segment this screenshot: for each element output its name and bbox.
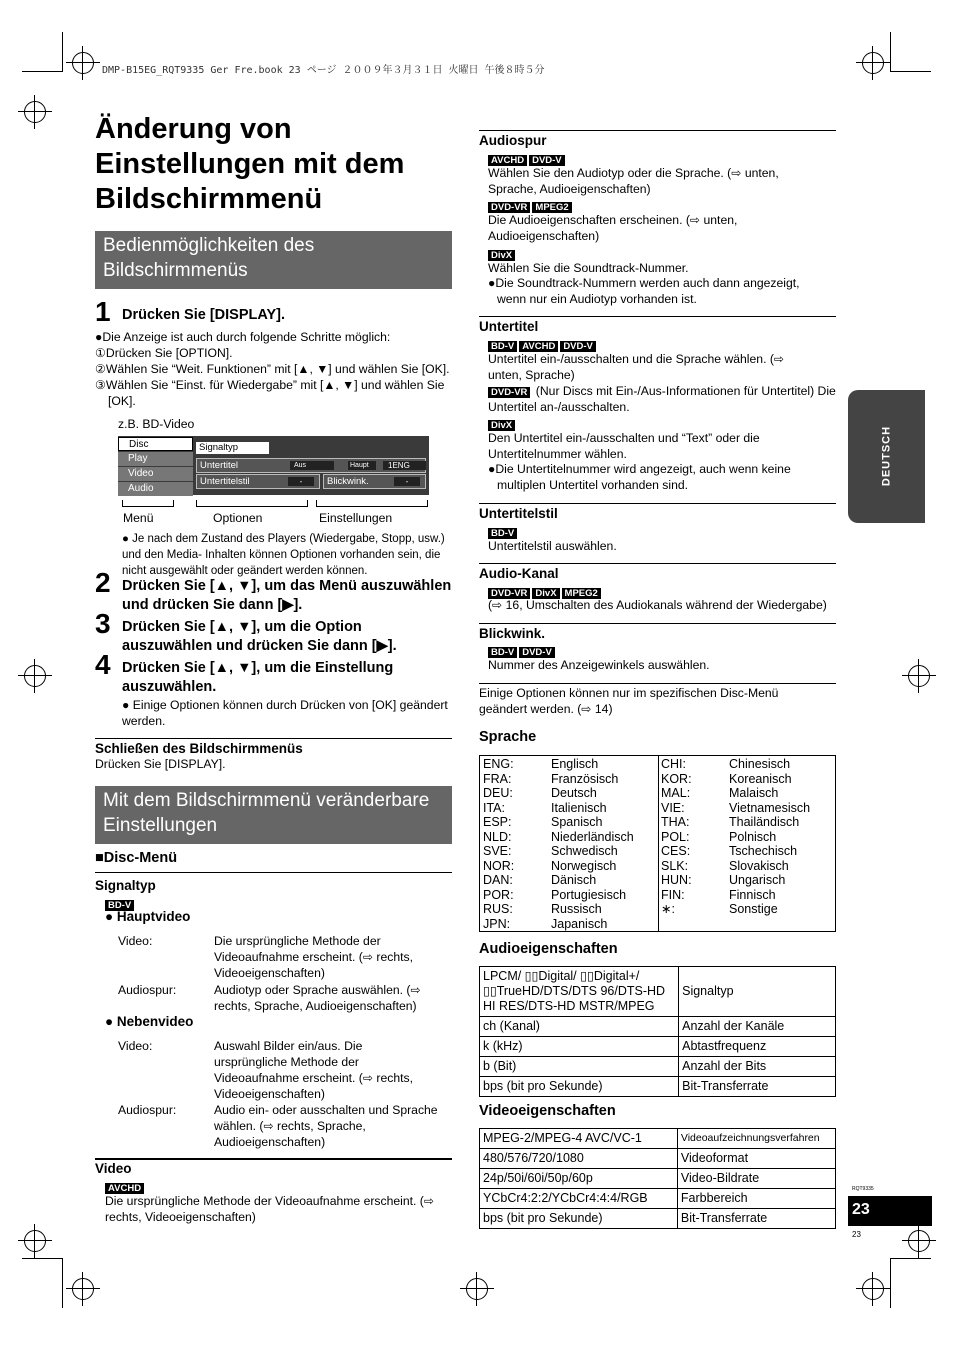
step-text: Drücken Sie [▲, ▼], um das Menü auszuwählen und drücken Sie dann [▶].: [122, 578, 452, 613]
language-row: [483, 801, 653, 816]
untertitel-text: DVD-VR (Nur Discs mit Ein-/Aus-Informationen für Untertitel) Die Untertitel an-/ausschalten.: [488, 384, 836, 414]
language-name: Polnisch: [729, 829, 777, 844]
note-step: ③Wählen Sie “Einst. für Wiedergabe” mit [▲, ▼] und wählen Sie [OK].: [95, 378, 445, 408]
hv-audio-value: Audiotyp oder Sprache auswählen. (⇨ rechts, Sprache, Audioeigenschaften): [214, 983, 421, 1013]
table-row: [480, 1129, 836, 1149]
crop-mark: [891, 71, 931, 72]
audiokanal-heading: Audio-Kanal: [479, 566, 559, 581]
table-row: [480, 1037, 836, 1057]
audiospur-note: ●Die Soundtrack-Nummern werden auch dann angezeigt, wenn nur ein Audiotyp vorhanden ist.: [488, 276, 800, 306]
audioeig-heading: Audioeigenschaften: [479, 941, 618, 957]
crop-mark: [22, 1258, 62, 1259]
language-name: Koreanisch: [729, 771, 792, 786]
registration-mark-icon: [24, 1230, 46, 1252]
language-row: [483, 859, 653, 874]
page-number: 23: [852, 1201, 870, 1218]
nv-video-key: Video:: [118, 1039, 153, 1053]
hv-audio-key: Audiospur:: [118, 983, 177, 997]
step-number: 3: [95, 608, 111, 639]
step-text: Drücken Sie [▲, ▼], um die Option auszuwählen und drücken Sie dann [▶].: [122, 619, 397, 654]
language-row: [483, 888, 653, 903]
option-value: -: [394, 477, 420, 486]
hauptvideo-heading: ● Hauptvideo: [105, 909, 191, 924]
video-properties-table: [479, 1128, 836, 1229]
table-row: [480, 1057, 836, 1077]
table-row: [480, 1149, 836, 1169]
close-menu-heading: Schließen des Bildschirmmenüs: [95, 741, 303, 756]
blickwink-heading: Blickwink.: [479, 626, 546, 641]
badge-row: DivX: [488, 245, 517, 263]
language-code: POR:: [483, 887, 514, 902]
option-row-label: Blickwink.: [327, 476, 369, 487]
language-name: Thailändisch: [729, 815, 800, 829]
audiospur-heading: Audiospur: [479, 133, 547, 148]
language-row: [483, 757, 653, 772]
menu-item-audio: Audio: [118, 482, 193, 496]
language-name: Niederländisch: [551, 829, 634, 844]
table-row: [480, 1017, 836, 1037]
audio-properties-table: [479, 966, 836, 1097]
table-cell: Abtastfrequenz: [679, 1037, 836, 1057]
option-row-label: Untertitel: [200, 460, 239, 471]
language-name: Spanisch: [551, 815, 603, 829]
file-info-header: DMP-B15EG_RQT9335 Ger Fre.book 23 ページ ２００９年３月３１日 火曜日 午後８時５分: [102, 65, 545, 76]
badge-row: AVCHD DVD-V: [488, 150, 567, 168]
step-text: Drücken Sie [DISPLAY].: [122, 307, 286, 323]
table-cell: LPCM/ ▯▯Digital/ ▯▯Digital+/ ▯▯TrueHD/DTS/DTS 96/DTS-HD HI RES/DTS-HD MSTR/MPEG: [480, 967, 679, 1017]
registration-mark-icon: [466, 1278, 488, 1300]
step-number: 2: [95, 567, 111, 598]
badge-row: BD-V DVD-V: [488, 642, 557, 660]
table-cell: Videoaufzeichnungsverfahren: [677, 1129, 835, 1149]
language-name: Norwegisch: [551, 858, 617, 873]
table-cell: k (kHz): [480, 1037, 679, 1057]
untertitel-note: ●Die Untertitelnummer wird angezeigt, auch wenn keine multiplen Untertitel vorhanden sind.: [488, 462, 791, 492]
language-code: THA:: [661, 815, 690, 829]
language-row: [483, 786, 653, 801]
language-code: POL:: [661, 829, 690, 844]
untertitelstil-text: Untertitelstil auswählen.: [488, 539, 617, 553]
language-name: Slovakisch: [729, 858, 789, 873]
audiospur-text: Wählen Sie die Soundtrack-Nummer.: [488, 261, 689, 275]
options-label: Optionen: [213, 511, 263, 525]
language-name: Französisch: [551, 771, 619, 786]
hv-video-key: Video:: [118, 934, 153, 948]
untertitel-text: Den Untertitel ein-/ausschalten und “Text” oder die Untertitelnummer wählen.: [488, 431, 760, 461]
crop-mark: [891, 1258, 931, 1259]
video-heading: Video: [95, 1161, 132, 1176]
crop-mark: [62, 32, 63, 72]
language-row: [483, 815, 653, 830]
language-row: [661, 873, 831, 888]
table-row: [480, 1169, 836, 1189]
language-row: [483, 844, 653, 859]
page-number-small: 23: [852, 1230, 861, 1239]
option-header: Signaltyp: [196, 442, 269, 454]
language-code: FIN:: [661, 887, 685, 902]
language-row: [661, 815, 831, 830]
table-cell: b (Bit): [480, 1057, 679, 1077]
badge-bd-v: BD-V: [105, 895, 136, 913]
side-tab-label: DEUTSCH: [880, 425, 893, 487]
language-code: ITA:: [483, 800, 505, 815]
menu-item-video: Video: [118, 467, 193, 481]
language-name: Dänisch: [551, 873, 597, 887]
language-code: JPN:: [483, 916, 511, 931]
table-cell: Anzahl der Kanäle: [679, 1017, 836, 1037]
language-code: NLD:: [483, 829, 512, 844]
nv-audio-key: Audiospur:: [118, 1103, 177, 1117]
table-cell: 24p/50i/60i/50p/60p: [480, 1169, 678, 1189]
note-step: ①Drücken Sie [OPTION].: [95, 346, 233, 360]
language-row: [661, 757, 831, 772]
badge-row: BD-V AVCHD DVD-V: [488, 336, 598, 354]
section-heading-operations: Bedienmöglichkeiten des Bildschirmmenüs: [95, 231, 452, 289]
language-name: Tschechisch: [729, 844, 798, 858]
table-cell: Bit-Transferrate: [679, 1077, 836, 1097]
option-value: Haupt: [348, 461, 376, 470]
table-row: [480, 1077, 836, 1097]
crop-mark: [22, 71, 62, 72]
language-row: [661, 844, 831, 859]
language-code: CHI:: [661, 757, 686, 771]
option-value: -: [288, 477, 314, 486]
registration-mark-icon: [862, 52, 884, 74]
language-row: [483, 830, 653, 845]
note-intro: ●Die Anzeige ist auch durch folgende Schritte möglich:: [95, 330, 391, 344]
page-title: Änderung von Einstellungen mit dem Bildschirmmenü: [95, 113, 405, 215]
disc-menu-note: Einige Optionen können nur im spezifischen Disc-Menü geändert werden. (⇨ 14): [479, 686, 779, 716]
settings-label: Einstellungen: [319, 511, 393, 525]
audiospur-text: Die Audioeigenschaften erscheinen. (⇨ unten, Audioeigenschaften): [488, 213, 738, 243]
language-code: DAN:: [483, 873, 513, 887]
language-code: MAL:: [661, 786, 691, 800]
state-note: ● Je nach dem Zustand des Players (Wiedergabe, Stopp, usw.) und den Media- Inhalten können Optionen vorhanden sein, die nicht ausgewählt oder geändert werden können.: [122, 533, 445, 577]
table-cell: bps (bit pro Sekunde): [480, 1209, 678, 1229]
option-row-label: Untertitelstil: [200, 476, 250, 487]
crop-mark: [62, 1258, 63, 1308]
audiospur-text: Wählen Sie den Audiotyp oder die Sprache. (⇨ unten, Sprache, Audioeigenschaften): [488, 166, 779, 196]
disc-menu-heading: ■Disc-Menü: [95, 850, 178, 866]
sprache-heading: Sprache: [479, 729, 537, 745]
badge-row: DivX: [488, 415, 517, 433]
step-number: 4: [95, 649, 111, 680]
audiokanal-text: (⇨ 16, Umschalten des Audiokanals während der Wiedergabe): [488, 598, 827, 612]
table-cell: ch (Kanal): [480, 1017, 679, 1037]
videoeig-heading: Videoeigenschaften: [479, 1103, 616, 1119]
step-text: Drücken Sie [▲, ▼], um die Einstellung auszuwählen.: [122, 660, 394, 695]
note-step: ②Wählen Sie “Weit. Funktionen” mit [▲, ▼] und wählen Sie [OK].: [95, 362, 450, 376]
page-number-box: [848, 1196, 932, 1226]
language-row: [661, 830, 831, 845]
untertitelstil-heading: Untertitelstil: [479, 506, 558, 521]
close-menu-text: Drücken Sie [DISPLAY].: [95, 757, 226, 771]
page-code: RQT9335: [852, 1186, 874, 1192]
language-row: [483, 772, 653, 787]
table-row: [480, 1209, 836, 1229]
step-note: ● Einige Optionen können durch Drücken von [OK] geändert werden.: [122, 698, 448, 728]
language-row: [661, 902, 831, 917]
language-name: Malaisch: [729, 786, 779, 800]
language-name: Vietnamesisch: [729, 800, 811, 815]
nebenvideo-heading: ● Nebenvideo: [105, 1014, 194, 1029]
language-row: [483, 902, 653, 917]
language-code: VIE:: [661, 800, 685, 815]
language-code: RUS:: [483, 902, 513, 916]
language-code: CES:: [661, 844, 691, 858]
language-name: Finnisch: [729, 887, 776, 902]
language-name: Russisch: [551, 902, 602, 916]
signaltyp-heading: Signaltyp: [95, 878, 156, 893]
language-name: Sonstige: [729, 902, 778, 916]
registration-mark-icon: [908, 665, 930, 687]
language-name: Englisch: [551, 757, 599, 771]
language-row: [483, 873, 653, 888]
language-row: [661, 786, 831, 801]
table-cell: Video-Bildrate: [677, 1169, 835, 1189]
language-row: [661, 859, 831, 874]
language-code: KOR:: [661, 771, 692, 786]
step-number: 1: [95, 296, 111, 327]
language-row: [483, 917, 653, 932]
language-code: NOR:: [483, 858, 515, 873]
table-cell: Signaltyp: [679, 967, 836, 1017]
menu-item-play: Play: [118, 452, 193, 466]
language-name: Chinesisch: [729, 757, 791, 771]
registration-mark-icon: [72, 52, 94, 74]
table-cell: Anzahl der Bits: [679, 1057, 836, 1077]
badge-row: DVD-VR DivX MPEG2: [488, 583, 603, 601]
language-code: DEU:: [483, 786, 513, 800]
table-row: [480, 1189, 836, 1209]
registration-mark-icon: [24, 101, 46, 123]
language-code: HUN:: [661, 873, 692, 887]
table-row: [480, 967, 836, 1017]
table-cell: MPEG-2/MPEG-4 AVC/VC-1: [480, 1129, 678, 1149]
crop-mark: [890, 32, 891, 72]
hv-video-value: Die ursprüngliche Methode der Videoaufnahme erscheint. (⇨ rechts, Videoeigenschaften): [214, 934, 413, 980]
video-text: Die ursprüngliche Methode der Videoaufnahme erscheint. (⇨ rechts, Videoeigenschaften): [105, 1194, 435, 1224]
registration-mark-icon: [862, 1278, 884, 1300]
language-code: SVE:: [483, 844, 512, 858]
untertitel-text: Untertitel ein-/ausschalten und die Sprache wählen. (⇨ unten, Sprache): [488, 352, 785, 382]
language-code: ENG:: [483, 757, 514, 771]
osd-screen-illustration: [118, 436, 429, 495]
language-code: FRA:: [483, 771, 512, 786]
option-value: Aus: [290, 461, 334, 470]
table-cell: YCbCr4:2:2/YCbCr4:4:4/RGB: [480, 1189, 678, 1209]
language-table: [479, 755, 836, 932]
language-name: Italienisch: [551, 800, 607, 815]
registration-mark-icon: [24, 665, 46, 687]
table-cell: Videoformat: [677, 1149, 835, 1169]
badge-avchd: AVCHD: [105, 1178, 146, 1196]
language-side-tab: [848, 390, 925, 523]
blickwink-text: Nummer des Anzeigewinkels auswählen.: [488, 658, 710, 672]
badge-row: DVD-VR MPEG2: [488, 197, 574, 215]
table-cell: Bit-Transferrate: [677, 1209, 835, 1229]
crop-mark: [890, 1258, 891, 1308]
language-row: [661, 888, 831, 903]
language-code: ESP:: [483, 815, 512, 829]
registration-mark-icon: [72, 1278, 94, 1300]
language-code: SLK:: [661, 858, 689, 873]
nv-video-value: Auswahl Bilder ein/aus. Die ursprüngliche Methode der Videoaufnahme erscheint. (⇨ rechts, Videoeigenschaften): [214, 1039, 413, 1101]
language-row: [661, 772, 831, 787]
section-heading-settings: Mit dem Bildschirmmenü veränderbare Einstellungen: [95, 786, 452, 844]
table-cell: bps (bit pro Sekunde): [480, 1077, 679, 1097]
option-value: 1ENG: [383, 461, 426, 470]
nv-audio-value: Audio ein- oder ausschalten und Sprache wählen. (⇨ rechts, Sprache, Audioeigenschaften): [214, 1103, 438, 1149]
menu-item-disc: Disc: [118, 437, 193, 451]
menu-label: Menü: [123, 511, 154, 525]
table-cell: 480/576/720/1080: [480, 1149, 678, 1169]
example-label: z.B. BD-Video: [118, 417, 195, 431]
badge-row: BD-V: [488, 523, 519, 541]
table-cell: Farbbereich: [677, 1189, 835, 1209]
language-name: Portugiesisch: [551, 887, 627, 902]
untertitel-heading: Untertitel: [479, 319, 539, 334]
registration-mark-icon: [908, 1230, 930, 1252]
language-name: Deutsch: [551, 786, 597, 800]
language-code: ∗:: [661, 902, 675, 916]
language-row: [661, 801, 831, 816]
language-name: Japanisch: [551, 916, 608, 931]
language-name: Ungarisch: [729, 873, 786, 887]
language-name: Schwedisch: [551, 844, 618, 858]
